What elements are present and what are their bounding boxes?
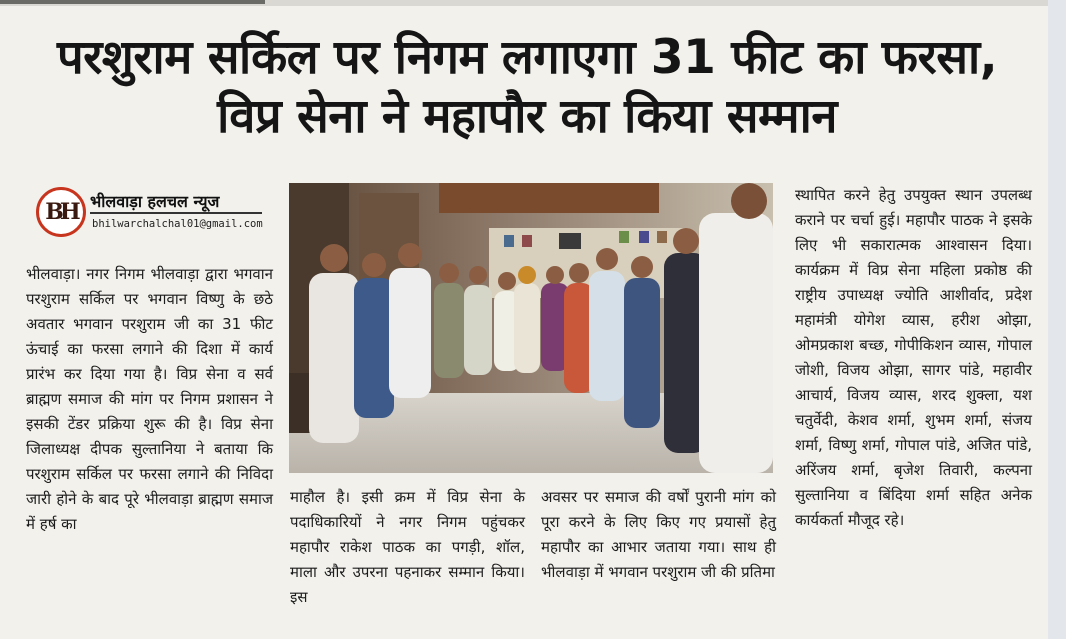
article-column-1: भीलवाड़ा। नगर निगम भीलवाड़ा द्वारा भगवान परशुराम सर्किल पर भगवान विष्णु के छठे अवतार भगवान परशुराम जी का 31 फीट ऊंचाई का फरसा लगाने की दिशा में कार्य प्रारंभ कर दिया गया है। विप्र सेना व सर्व ब्राह्मण समाज की मांग पर निगम प्रशासन ने इसकी टेंडर प्रक्रिया शुरू की है। विप्र सेना जिलाध्यक्ष दीपक सुल्तानिया ने बताया कि परशुराम सर्किल पर फरसा लगाने की निविदा जारी होने के बाद पूरे भीलवाड़ा ब्राह्मण समाज में हर्ष का <box>26 265 273 533</box>
group-photo-illustration <box>289 183 773 473</box>
brand-underline <box>90 212 262 214</box>
top-edge-mark <box>0 0 265 4</box>
right-edge <box>1048 0 1066 639</box>
article-column-4: स्थापित करने हेतु उपयुक्त स्थान उपलब्ध कराने पर चर्चा हुई। महापौर पाठक ने इसके लिए भी सकारात्मक आश्वासन दिया। कार्यक्रम में विप्र सेना महिला प्रकोष्ठ की राष्ट्रीय उपाध्यक्ष ज्योति आशीर्वाद, प्रदेश महामंत्री योगेश व्यास, हरीश ओझा, ओमप्रकाश बच्छ, गोपीकिशन व्यास, गोपाल जोशी, विजय ओझा, सागर पांडे, महावीर आचार्य, विजय व्यास, शरद शुक्ला, यश चतुर्वेदी, केशव शर्मा, शुभम शर्मा, संजय शर्मा, विष्णु शर्मा, गोपाल पांडे, अजित पांडे, अरिंजय शर्मा, बृजेश तिवारी, कल्पना सुल्तानिया व बिंदिया शर्मा सहित अनेक कार्यकर्ता मौजूद रहे। <box>795 186 1032 529</box>
brand-name: भीलवाड़ा हलचल न्यूज <box>90 192 220 211</box>
brand-monogram: BH <box>45 199 77 225</box>
headline: परशुराम सर्किल पर निगम लगाएगा 31 फीट का फरसा, विप्र सेना ने महापौर का किया सम्मान <box>56 30 998 144</box>
top-edge <box>0 0 1066 6</box>
article-column-3: अवसर पर समाज की वर्षों पुरानी मांग को पूरा करने के लिए किए गए प्रयासों हेतु महापौर का आभार जताया गया। साथ ही भीलवाड़ा में भगवान परशुराम जी की प्रतिमा <box>541 488 776 581</box>
brand-logo <box>36 187 86 237</box>
news-photo <box>289 183 773 473</box>
article-column-2: माहौल है। इसी क्रम में विप्र सेना के पदाधिकारियों ने नगर निगम पहुंचकर महापौर राकेश पाठक का पगड़ी, शॉल, माला और उपरना पहनाकर सम्मान किया। इस <box>290 488 525 606</box>
brand-email: bhilwarchalchal01@gmail.com <box>92 218 263 230</box>
